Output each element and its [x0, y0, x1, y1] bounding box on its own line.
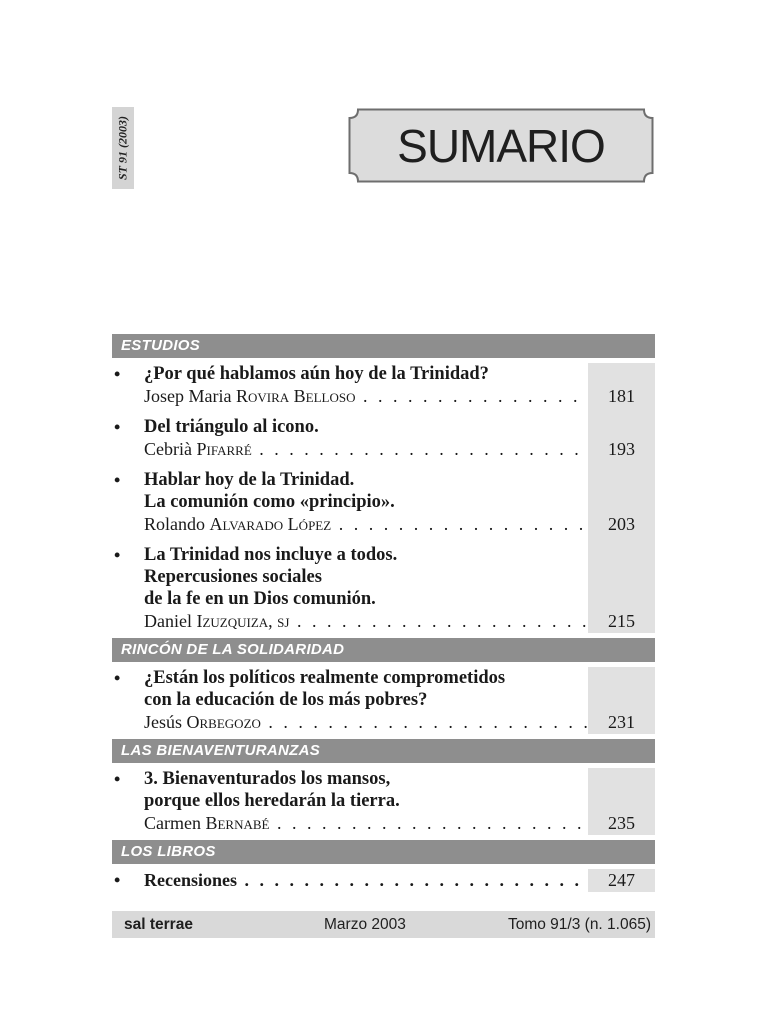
entry-author-line: [144, 610, 635, 633]
entry-title-line: con la educación de los más pobres?: [144, 690, 428, 710]
author-last-name: Orbegozo: [186, 712, 261, 732]
page-number: 181: [608, 386, 635, 406]
author-first-name: Jesús: [144, 712, 183, 732]
entry-title-line: [144, 869, 635, 892]
toc-entry: [112, 667, 655, 734]
entry-title-line: La comunión como «principio».: [144, 492, 395, 512]
table-of-contents: [112, 334, 655, 897]
dot-leader: [144, 385, 588, 408]
footer-date: Marzo 2003: [324, 916, 406, 933]
section-entries: [112, 768, 655, 835]
bullet: •: [114, 470, 121, 490]
footer-bar: [112, 911, 655, 938]
author-last-name: Rovira Belloso: [235, 386, 356, 406]
page-number: 215: [608, 611, 635, 631]
entry-author-line: [144, 711, 635, 734]
bullet: •: [114, 364, 121, 384]
entry-title-line: ¿Por qué hablamos aún hoy de la Trinidad?: [144, 364, 489, 384]
author-first-name: Cebrià: [144, 439, 192, 459]
footer-publisher: sal terrae: [124, 916, 193, 933]
author-first-name: Carmen: [144, 813, 201, 833]
entry-author-line: [144, 438, 635, 461]
section-entries: [112, 869, 655, 892]
author-last-name: Pifarré: [196, 439, 252, 459]
dot-leader: [144, 513, 588, 536]
entry-author-line: [144, 385, 635, 408]
dot-leader: [144, 610, 588, 633]
journal-side-tag: [112, 107, 134, 189]
title-box: [348, 108, 654, 183]
section-heading: ESTUDIOS: [112, 334, 655, 358]
toc-entry: [112, 869, 655, 892]
toc-entry: [112, 544, 655, 633]
toc-entry: [112, 363, 655, 408]
entry-title-line: ¿Están los políticos realmente comprometidos: [144, 668, 506, 688]
page-title: SUMARIO: [397, 119, 605, 172]
page-number: 235: [608, 813, 635, 833]
entry-title-line: Del triángulo al icono.: [144, 417, 319, 437]
toc-entry: [112, 469, 655, 536]
entry-author-line: [144, 812, 635, 835]
author-last-name: Bernabé: [205, 813, 270, 833]
entry-title-text: Recensiones: [144, 870, 237, 890]
dot-leader: [144, 812, 588, 835]
toc-entry: [112, 416, 655, 461]
page-number: 231: [608, 712, 635, 732]
toc-entry: [112, 768, 655, 835]
page-number: 247: [608, 870, 635, 890]
section-heading: LOS LIBROS: [112, 840, 655, 864]
dot-leader: [144, 438, 588, 461]
bullet: •: [114, 417, 121, 437]
page-number: 193: [608, 439, 635, 459]
section-entries: [112, 667, 655, 734]
author-first-name: Daniel: [144, 611, 192, 631]
entry-title-line: de la fe en un Dios comunión.: [144, 589, 376, 609]
entry-title-line: porque ellos heredarán la tierra.: [144, 791, 400, 811]
bullet: •: [114, 545, 121, 565]
author-first-name: Rolando: [144, 514, 205, 534]
entry-title-line: 3. Bienaventurados los mansos,: [144, 769, 391, 789]
footer-issue: Tomo 91/3 (n. 1.065): [507, 916, 651, 933]
entry-title-line: Hablar hoy de la Trinidad.: [144, 470, 355, 490]
dot-leader: [144, 711, 588, 734]
entry-title-line: La Trinidad nos incluye a todos.: [144, 545, 398, 565]
side-tag-label: ST 91 (2003): [115, 116, 130, 180]
page-number: 203: [608, 514, 635, 534]
bullet: •: [114, 769, 121, 789]
entry-author-line: [144, 513, 635, 536]
bullet: •: [114, 870, 121, 890]
dot-leader: [144, 869, 588, 892]
author-last-name: Alvarado López: [209, 514, 332, 534]
section-heading: RINCÓN DE LA SOLIDARIDAD: [112, 638, 655, 662]
section-heading: LAS BIENAVENTURANZAS: [112, 739, 655, 763]
section-entries: [112, 363, 655, 633]
author-first-name: Josep Maria: [144, 386, 232, 406]
bullet: •: [114, 668, 121, 688]
entry-title-line: Repercusiones sociales: [144, 567, 322, 587]
author-last-name: Izuzquiza, sj: [196, 611, 290, 631]
